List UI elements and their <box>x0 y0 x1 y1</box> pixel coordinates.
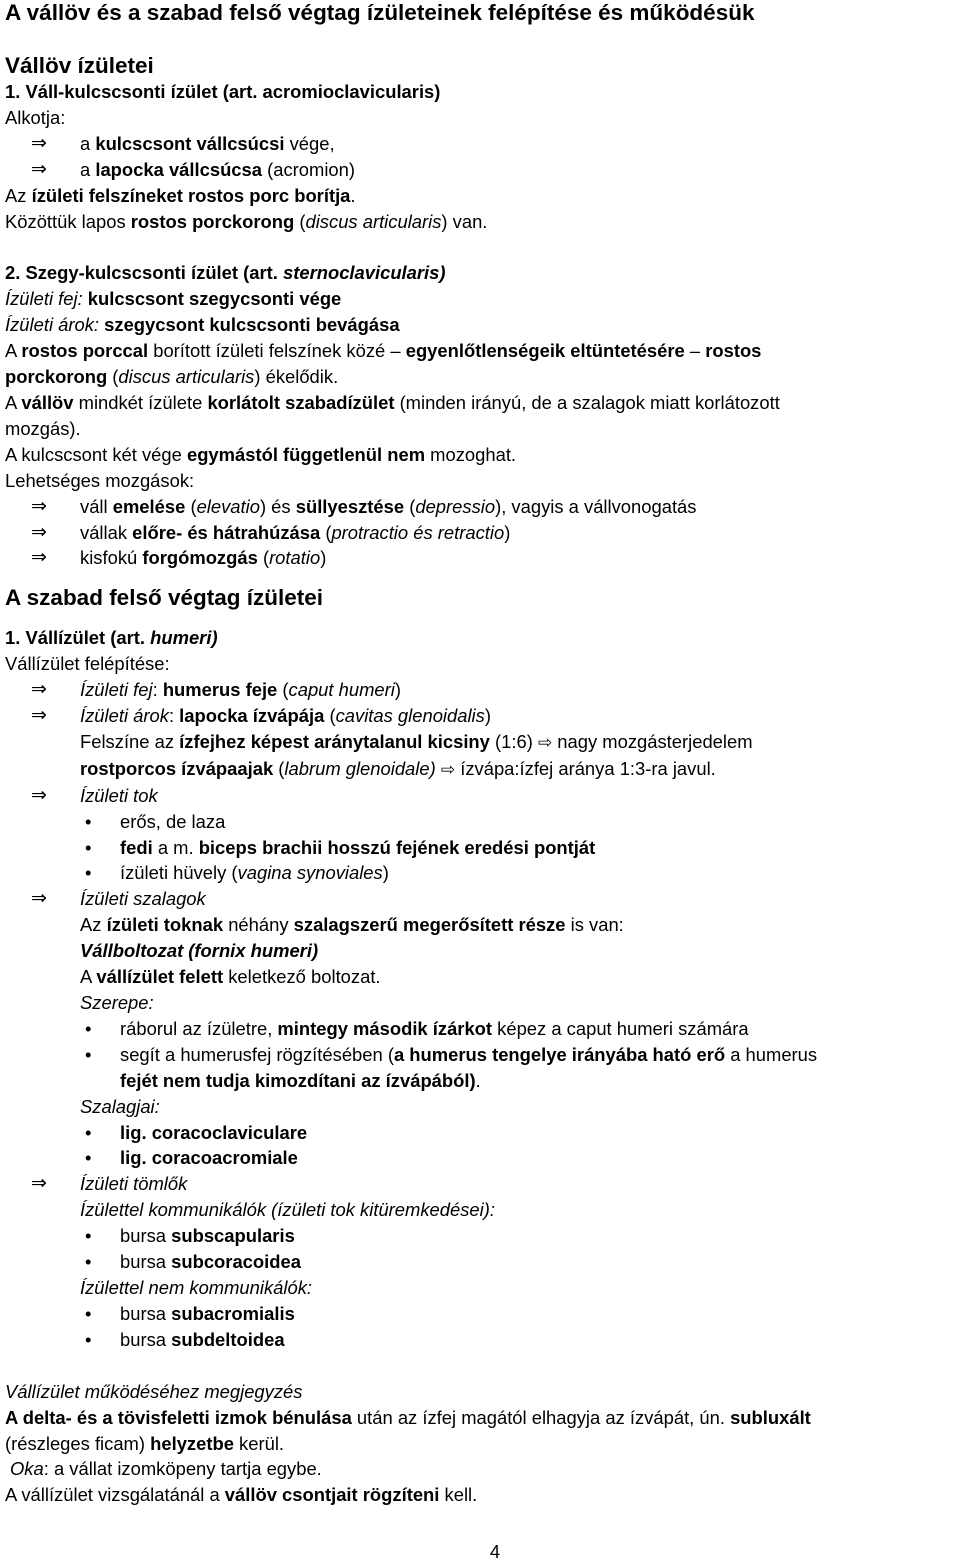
double-arrow-icon: ⇒ <box>31 784 47 806</box>
double-arrow-icon: ⇒ <box>31 521 47 543</box>
double-arrow-icon: ⇒ <box>31 1173 47 1195</box>
paragraph: A vállöv mindkét ízülete korlátolt szabadízület (minden irányú, de a szalagok miatt korlátozott <box>5 391 780 413</box>
list-item: ⇒ vállak előre- és hátrahúzása (protractio és retractio) <box>5 520 955 546</box>
list-item: • segít a humerusfej rögzítésében (a humerus tengelye irányába ható erő a humerus fejét nem tudja kimozdítani az ízvápából). <box>85 1043 818 1091</box>
double-arrow-icon: ⇒ <box>31 132 47 154</box>
communicating-label: Ízülettel kommunikálók (ízületi tok kitüremkedései): <box>80 1199 495 1221</box>
text-line: Az ízületi felszíneket rostos porc borítja. <box>5 184 356 206</box>
non-communicating-label: Ízülettel nem kommunikálók: <box>80 1276 313 1298</box>
list-item: ⇒ Ízületi árok: lapocka ízvápája (cavitas glenoidalis) <box>5 703 955 729</box>
list-item: ⇒ Ízületi tömlők <box>5 1171 955 1197</box>
double-arrow-icon: ⇒ <box>31 158 47 180</box>
list-item: ⇒ a lapocka vállcsúcsa (acromion) <box>5 157 955 183</box>
double-arrow-icon: ⇒ <box>31 547 47 569</box>
text-line: rostporcos ízvápaajak (labrum glenoidale) ⇨ ízvápa:ízfej aránya 1:3-ra javul. <box>80 757 716 779</box>
text-line: Felszíne az ízfejhez képest aránytalanul kicsiny (1:6) ⇨ nagy mozgásterjedelem <box>80 730 753 752</box>
movements-label: Lehetséges mozgások: <box>5 469 195 491</box>
bullet-icon: • <box>85 1302 92 1324</box>
text-line: Az ízületi toknak néhány szalagszerű megerősített része is van: <box>80 914 624 936</box>
paragraph: A kulcscsont két vége egymástól függetlenül nem mozoghat. <box>5 443 517 465</box>
section-heading-szabad-felso-vegtag: A szabad felső végtag ízületei <box>5 585 323 611</box>
bullet-icon: • <box>85 1328 92 1350</box>
list-item: • lig. coracoclaviculare <box>5 1120 955 1146</box>
bullet-icon: • <box>85 1251 92 1273</box>
paragraph: Oka: a vállat izomköpeny tartja egybe. <box>10 1458 322 1480</box>
list-item: • bursa subcoracoidea <box>5 1249 955 1275</box>
list-item: • ráborul az ízületre, mintegy második ízárkot képez a caput humeri számára <box>5 1016 955 1042</box>
document-page <box>5 0 955 1508</box>
paragraph: (részleges ficam) helyzetbe kerül. <box>5 1432 285 1454</box>
page-title: A vállöv és a szabad felső végtag ízületeinek felépítése és működésük <box>5 0 755 25</box>
bullet-icon: • <box>85 1225 92 1247</box>
list-item: ⇒ Ízületi szalagok <box>5 886 955 912</box>
szerepe-label: Szerepe: <box>80 992 154 1013</box>
list-item: ⇒ kisfokú forgómozgás (rotatio) <box>5 545 955 571</box>
paragraph: A vállízület vizsgálatánál a vállöv csontjait rögzíteni kell. <box>5 1484 478 1506</box>
szalagjai-label: Szalagjai: <box>80 1095 160 1117</box>
list-item: • ízületi hüvely (vagina synoviales) <box>5 860 955 886</box>
double-arrow-icon: ⇒ <box>31 495 47 517</box>
double-arrow-icon: ⇒ <box>31 679 47 701</box>
joint-title-sternoclavicularis: 2. Szegy-kulcscsonti ízület (art. sternoclavicularis) <box>5 262 446 284</box>
bullet-icon: • <box>85 1147 92 1169</box>
list-item: ⇒ Ízületi fej: humerus feje (caput humeri) <box>5 677 955 703</box>
alkotja-label: Alkotja: <box>5 106 66 128</box>
paragraph: mozgás). <box>5 417 81 439</box>
list-item: • fedi a m. biceps brachii hosszú fejének eredési pontját <box>5 835 955 861</box>
list-item: • bursa subdeltoidea <box>5 1327 955 1353</box>
list-item: ⇒ váll emelése (elevatio) és süllyesztése (depressio), vagyis a vállvonogatás <box>5 494 955 520</box>
section-heading-valloev: Vállöv ízületei <box>5 53 154 78</box>
bullet-icon: • <box>85 1017 92 1039</box>
structure-label: Vállízület felépítése: <box>5 653 170 675</box>
list-item: • erős, de laza <box>5 809 955 835</box>
hollow-arrow-icon: ⇨ <box>537 732 553 752</box>
joint-title-humeri: 1. Vállízület (art. humeri) <box>5 627 218 649</box>
list-item: • bursa subacromialis <box>5 1301 955 1327</box>
double-arrow-icon: ⇒ <box>31 705 47 727</box>
text-line: A vállízület felett keletkező boltozat. <box>80 966 381 988</box>
text-line: Közöttük lapos rostos porckorong (discus articularis) van. <box>5 210 488 232</box>
list-item: ⇒ Ízületi tok <box>5 783 955 809</box>
bullet-icon: • <box>85 862 92 884</box>
bullet-icon: • <box>85 810 92 832</box>
text-line: Ízületi fej: kulcscsont szegycsonti vége <box>5 288 342 310</box>
list-item: • bursa subscapularis <box>5 1223 955 1249</box>
list-item: • lig. coracoacromiale <box>5 1145 955 1171</box>
page-number: 4 <box>489 1541 501 1562</box>
bullet-icon: • <box>85 836 92 858</box>
text-line: Ízületi árok: szegycsont kulcscsonti bevágása <box>5 314 400 336</box>
joint-title-acromioclavicularis: 1. Váll-kulcscsonti ízület (art. acromioclavicularis) <box>5 81 441 102</box>
paragraph: porckorong (discus articularis) ékelődik. <box>5 366 339 388</box>
function-note-label: Vállízület működéséhez megjegyzés <box>5 1380 303 1402</box>
list-item: ⇒ a kulcscsont vállcsúcsi vége, <box>5 131 955 157</box>
hollow-arrow-icon: ⇨ <box>440 759 456 779</box>
paragraph: A rostos porccal borított ízületi felszínek közé – egyenlőtlenségeik eltüntetésére – rostos <box>5 340 762 362</box>
bullet-icon: • <box>85 1043 92 1065</box>
fornix-heading: Vállboltozat (fornix humeri) <box>80 940 319 962</box>
paragraph: A delta- és a tövisfeletti izmok bénulása után az ízfej magától elhagyja az ízvápát, ún. subluxált <box>5 1406 811 1428</box>
double-arrow-icon: ⇒ <box>31 888 47 910</box>
bullet-icon: • <box>85 1121 92 1143</box>
